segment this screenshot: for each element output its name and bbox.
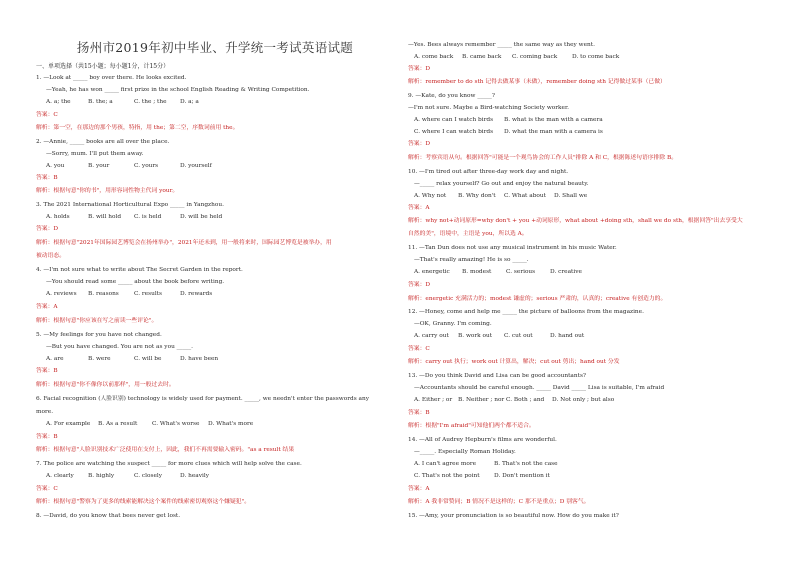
analysis-line: 解析：carry out 执行；work out 计算出，解决；cut out 剪出；hand out 分发 — [408, 359, 620, 365]
option: B. Neither ; nor — [458, 397, 505, 403]
answer-line: 答案：A — [36, 304, 58, 310]
option: A. are — [46, 356, 64, 362]
option-row — [414, 461, 584, 467]
question-line: 15. —Amy, your pronunciation is so beautiful now. How do you make it? — [408, 513, 619, 519]
option: B. reasons — [88, 291, 119, 297]
option: B. modest — [462, 269, 492, 275]
analysis-line: 解析：考察宾语从句。根据回答"可能是一个观鸟协会的工作人员"排除 A 和 C，根据陈述句语序排除 B。 — [408, 155, 678, 161]
option: C. cut out — [504, 333, 533, 339]
option-row — [46, 99, 220, 105]
question-line: 4. —I'm not sure what to write about The Secret Garden in the report. — [36, 267, 243, 273]
option: B. Why don't — [458, 193, 496, 199]
answer-line: 答案：D — [408, 282, 431, 288]
question-line: 9. —Kate, do you know _____? — [408, 93, 495, 99]
question-line: —Accountants should be careful enough. _____ David _____ Lisa is suitable, I'm afraid — [414, 385, 665, 391]
option: D. Don't mention it — [494, 473, 550, 479]
question-line: more. — [36, 409, 54, 415]
analysis-line: 解析：根据"I'm afraid"可知他们两个都不适合。 — [408, 423, 535, 429]
option: B. That's not the case — [494, 461, 558, 467]
option: D. Not only ; but also — [552, 397, 615, 403]
option: D. What's more — [208, 421, 254, 427]
option-row — [46, 214, 240, 220]
option-row — [414, 193, 604, 199]
question-line: —You should read some _____ about the book before writing. — [46, 279, 225, 285]
analysis-line: 解析：根据句意"你的书"，用形容词性物主代词 your。 — [36, 188, 179, 194]
option: A. clearly — [46, 473, 74, 479]
question-line: 13. —Do you think David and Lisa can be good accountants? — [408, 373, 587, 379]
option-row — [414, 117, 614, 123]
option-row — [46, 163, 230, 169]
option: C. will be — [134, 356, 162, 362]
question-line: 8. —David, do you know that bees never get lost. — [36, 513, 181, 519]
analysis-line: 解析：第一空，在那边的那个男孩，特指，用 the；第二空，序数词前用 the。 — [36, 125, 239, 131]
answer-line: 答案：A — [408, 205, 430, 211]
option: D. rewards — [180, 291, 213, 297]
option: A. For example — [46, 421, 91, 427]
answer-line: 答案：A — [408, 486, 430, 492]
option: A. come back — [414, 54, 454, 60]
analysis-line: 解析：根据句意"你应该在写之前读一些评论"。 — [36, 318, 158, 324]
question-line: 3. The 2021 International Horticultural Expo _____ in Yangzhou. — [36, 202, 224, 208]
answer-line: 答案：D — [408, 141, 431, 147]
option: C. serious — [506, 269, 536, 275]
option: D. to come back — [572, 54, 620, 60]
option: C. yours — [134, 163, 159, 169]
question-line: —Yes. Bees always remember _____ the same way as they went. — [408, 42, 595, 48]
option: D. what the man with a camera is — [504, 129, 603, 135]
option: C. What's worse — [152, 421, 200, 427]
option: B. work out — [458, 333, 493, 339]
option: A. a; the — [46, 99, 71, 105]
left-column — [36, 0, 394, 562]
question-line: —_____. Especially Roman Holiday. — [414, 449, 516, 455]
answer-line: 答案：C — [36, 486, 58, 492]
option-row — [414, 333, 600, 339]
analysis-line: 解析：A 我非常赞同；B 情况不是这样的；C 那不是重点；D 别客气。 — [408, 499, 590, 505]
option-row — [46, 291, 230, 297]
analysis-line: 解析：根据句意"2021年国际园艺博览会在扬州举办"，2021年还未到，用一般将来时，国际园艺博览是被举办，用 — [36, 240, 332, 246]
question-line: 5. —My feelings for you have not changed. — [36, 332, 162, 338]
option: C. Both ; and — [506, 397, 545, 403]
option: C. where I can watch birds — [414, 129, 494, 135]
option: D. creative — [550, 269, 582, 275]
analysis-line: 被动语态。 — [36, 253, 65, 259]
question-line: —OK, Granny. I'm coming. — [414, 321, 492, 327]
question-line: —I'm not sure. Maybe a Bird-watching Society worker. — [408, 105, 569, 111]
option: C. That's not the point — [414, 473, 480, 479]
option: A. you — [46, 163, 65, 169]
analysis-line: 解析：根据句意"人脸识别技术广泛使用在支付上，因此，我们不再需要输入密码。"as a result 结果 — [36, 447, 295, 453]
option: C. the ; the — [134, 99, 167, 105]
question-line: 7. The police are watching the suspect _____ for more clues which will help solve the case. — [36, 461, 302, 467]
page-title: 扬州市2019年初中毕业、升学统一考试英语试题 — [76, 40, 354, 55]
option: C. coming back — [512, 54, 558, 60]
analysis-line: 解析：energetic 充满活力的；modest 谦虚的；serious 严肃的，认真的；creative 有创造力的。 — [408, 296, 667, 302]
option: B. were — [88, 356, 111, 362]
option: B. came back — [462, 54, 502, 60]
question-line: —That's really amazing! He is so _____. — [414, 257, 529, 263]
question-line: 1. —Look at _____ boy over there. He looks excited. — [36, 75, 187, 81]
analysis-line: 解析：why not+动词原形=why don't + you +动词原形，what about +doing sth，shall we do sth，根据回答"出去享受大 — [408, 218, 743, 224]
option: B. your — [88, 163, 110, 169]
answer-line: 答案：D — [36, 226, 59, 232]
question-line: —Sorry, mum. I'll put them away. — [46, 151, 144, 157]
option: A. holds — [46, 214, 70, 220]
option: D. yourself — [180, 163, 212, 169]
option: B. highly — [88, 473, 115, 479]
answer-line: 答案：B — [408, 410, 430, 416]
option-row — [414, 397, 622, 403]
option: C. What about — [504, 193, 546, 199]
option: B. As a result — [98, 421, 138, 427]
option-row — [414, 129, 614, 135]
analysis-line: 解析：根据句意"警察为了更多的线索能解决这个案件的线索密切观察这个嫌疑犯"。 — [36, 499, 251, 505]
question-line: 6. Facial recognition (人脸识别) technology is widely used for payment. _____, we needn't enter the passwords any — [36, 396, 369, 402]
option-row — [46, 356, 230, 362]
question-line: 14. —All of Audrey Hepburn's films are wonderful. — [408, 437, 557, 443]
right-column — [408, 0, 780, 562]
answer-line: 答案：B — [36, 434, 58, 440]
answer-line: 答案：D — [408, 66, 431, 72]
option: B. the; a — [88, 99, 113, 105]
answer-line: 答案：B — [36, 368, 58, 374]
option: D. have been — [180, 356, 219, 362]
analysis-line: 自然的美"，语境中，主语是 you，所以选 A。 — [408, 231, 528, 237]
question-line: 10. —I'm tired out after three-day work day and night. — [408, 169, 569, 175]
option: C. is held — [134, 214, 162, 220]
question-line: —Yeah, he has won _____ first prize in the school English Reading & Writing Competition. — [46, 87, 310, 93]
section-heading: 一、单项选择（共15小题；每小题1分，计15分） — [36, 63, 170, 70]
answer-line: 答案：C — [408, 346, 430, 352]
option-row — [414, 54, 632, 60]
option: D. will be held — [180, 214, 223, 220]
option-row — [414, 269, 600, 275]
option: D. Shall we — [554, 193, 588, 199]
answer-line: 答案：B — [36, 175, 58, 181]
option-row — [414, 473, 584, 479]
analysis-line: 解析：remember to do sth 记得去做某事（未做），remember doing sth 记得做过某事（已做） — [408, 79, 666, 85]
answer-line: 答案：C — [36, 112, 58, 118]
option: B. what is the man with a camera — [504, 117, 603, 123]
question-line: 11. —Tan Dun does not use any musical instrument in his music Water. — [408, 245, 617, 251]
question-line: —_____ relax yourself? Go out and enjoy the natural beauty. — [414, 181, 589, 187]
option: A. Either ; or — [414, 397, 453, 403]
option: B. will hold — [88, 214, 122, 220]
option: C. results — [134, 291, 162, 297]
option: A. I can't agree more — [414, 461, 477, 467]
option-row — [46, 473, 230, 479]
option: D. heavily — [180, 473, 210, 479]
option: A. carry out — [414, 333, 449, 339]
option: A. where can I watch birds — [414, 117, 494, 123]
option: D. hand out — [550, 333, 585, 339]
option: A. Why not — [414, 193, 447, 199]
question-line: 12. —Honey, come and help me _____ the picture of balloons from the magazine. — [408, 309, 644, 315]
option: D. a; a — [180, 99, 199, 105]
question-line: —But you have changed. You are not as you _____. — [46, 344, 193, 350]
option: C. closely — [134, 473, 163, 479]
question-line: 2. —Annie, _____ books are all over the place. — [36, 139, 170, 145]
analysis-line: 解析：根据句意"你不像你以前那样"，用一般过去时。 — [36, 382, 175, 388]
option: A. reviews — [46, 291, 77, 297]
option: A. energetic — [414, 269, 450, 275]
option-row — [46, 421, 264, 427]
